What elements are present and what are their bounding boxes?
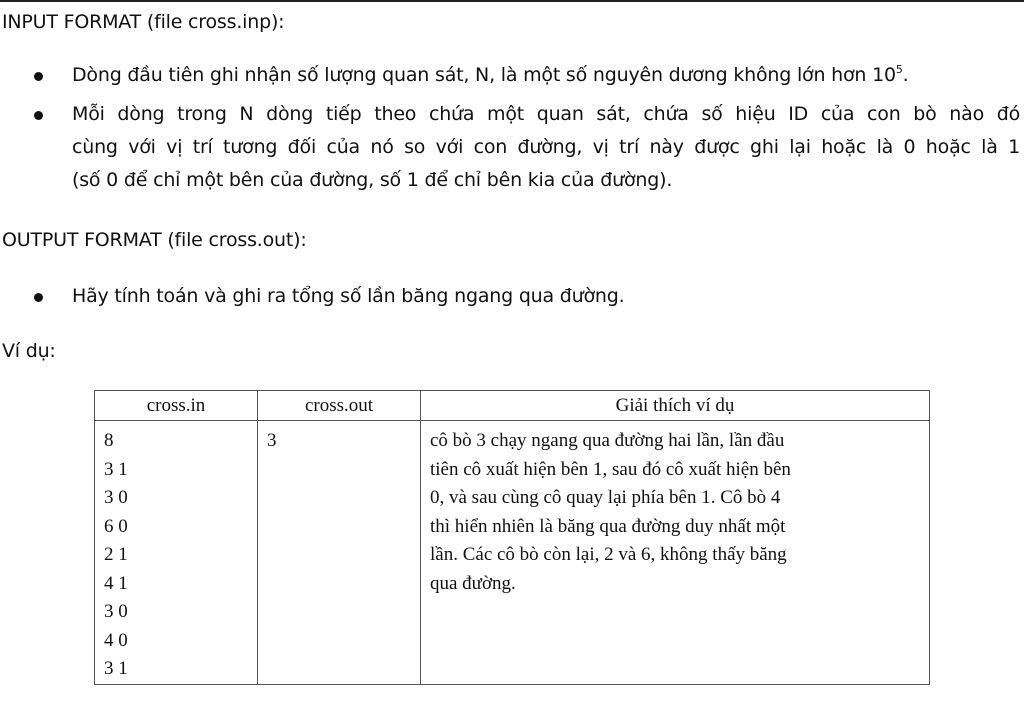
exponent: 5 xyxy=(895,63,903,76)
output-bullet-1 xyxy=(72,280,624,313)
input-line: 2 1 xyxy=(104,544,128,565)
header-explanation: Giải thích ví dụ xyxy=(421,391,930,421)
input-bullet-2-line-3: (số 0 để chỉ một bên của đường, số 1 để chỉ bên kia của đường). xyxy=(72,169,673,191)
example-table xyxy=(94,390,930,685)
input-line: 8 xyxy=(104,430,114,451)
cell-explanation xyxy=(421,421,930,685)
input-line: 4 1 xyxy=(104,572,128,594)
input-line: 3 0 xyxy=(104,601,128,622)
output-bullet-1-text: Hãy tính toán và ghi ra tổng số lần băng ngang qua đường. xyxy=(72,285,625,307)
bullet-icon xyxy=(34,293,43,302)
input-bullet-1-suffix: . xyxy=(902,64,909,86)
bullet-icon xyxy=(34,72,43,81)
output-value: 3 xyxy=(267,430,277,451)
input-line: 3 1 xyxy=(104,458,128,480)
input-bullet-2 xyxy=(72,98,1020,197)
header-cross-out: cross.out xyxy=(258,391,421,421)
input-line: 3 1 xyxy=(104,658,128,679)
input-line: 3 0 xyxy=(104,487,128,508)
input-bullet-2-line-2: cùng với vị trí tương đối của nó so với con đường, vị trí này được ghi lại hoặc là 0 hoặc là 1 xyxy=(72,136,1020,158)
bullet-icon xyxy=(34,111,43,120)
table-row xyxy=(95,421,930,685)
input-bullet-1 xyxy=(72,59,909,92)
explanation-line: qua đường. xyxy=(430,572,516,594)
output-format-heading: OUTPUT FORMAT (file cross.out): xyxy=(2,229,307,251)
input-format-heading: INPUT FORMAT (file cross.inp): xyxy=(2,11,285,33)
header-cross-in: cross.in xyxy=(95,391,258,421)
explanation-line: thì hiển nhiên là băng qua đường duy nhất một xyxy=(430,515,786,537)
explanation-line: cô bò 3 chạy ngang qua đường hai lần, lần đầu xyxy=(430,430,785,451)
table-header-row xyxy=(95,391,930,421)
example-heading: Ví dụ: xyxy=(2,340,56,362)
input-bullet-2-line-1: Mỗi dòng trong N dòng tiếp theo chứa một quan sát, chứa số hiệu ID của con bò nào đó xyxy=(72,103,1020,125)
cell-cross-in xyxy=(95,421,258,685)
explanation-line: lần. Các cô bò còn lại, 2 và 6, không thấy băng xyxy=(430,544,787,565)
input-line: 6 0 xyxy=(104,515,128,537)
explanation-line: 0, và sau cùng cô quay lại phía bên 1. Cô bò 4 xyxy=(430,487,781,508)
input-line: 4 0 xyxy=(104,629,128,651)
cell-cross-out xyxy=(258,421,421,685)
top-border xyxy=(0,0,1024,2)
input-bullet-1-text: Dòng đầu tiên ghi nhận số lượng quan sát, N, là một số nguyên dương không lớn hơn 10 xyxy=(72,64,896,86)
explanation-line: tiên cô xuất hiện bên 1, sau đó cô xuất hiện bên xyxy=(430,458,791,480)
